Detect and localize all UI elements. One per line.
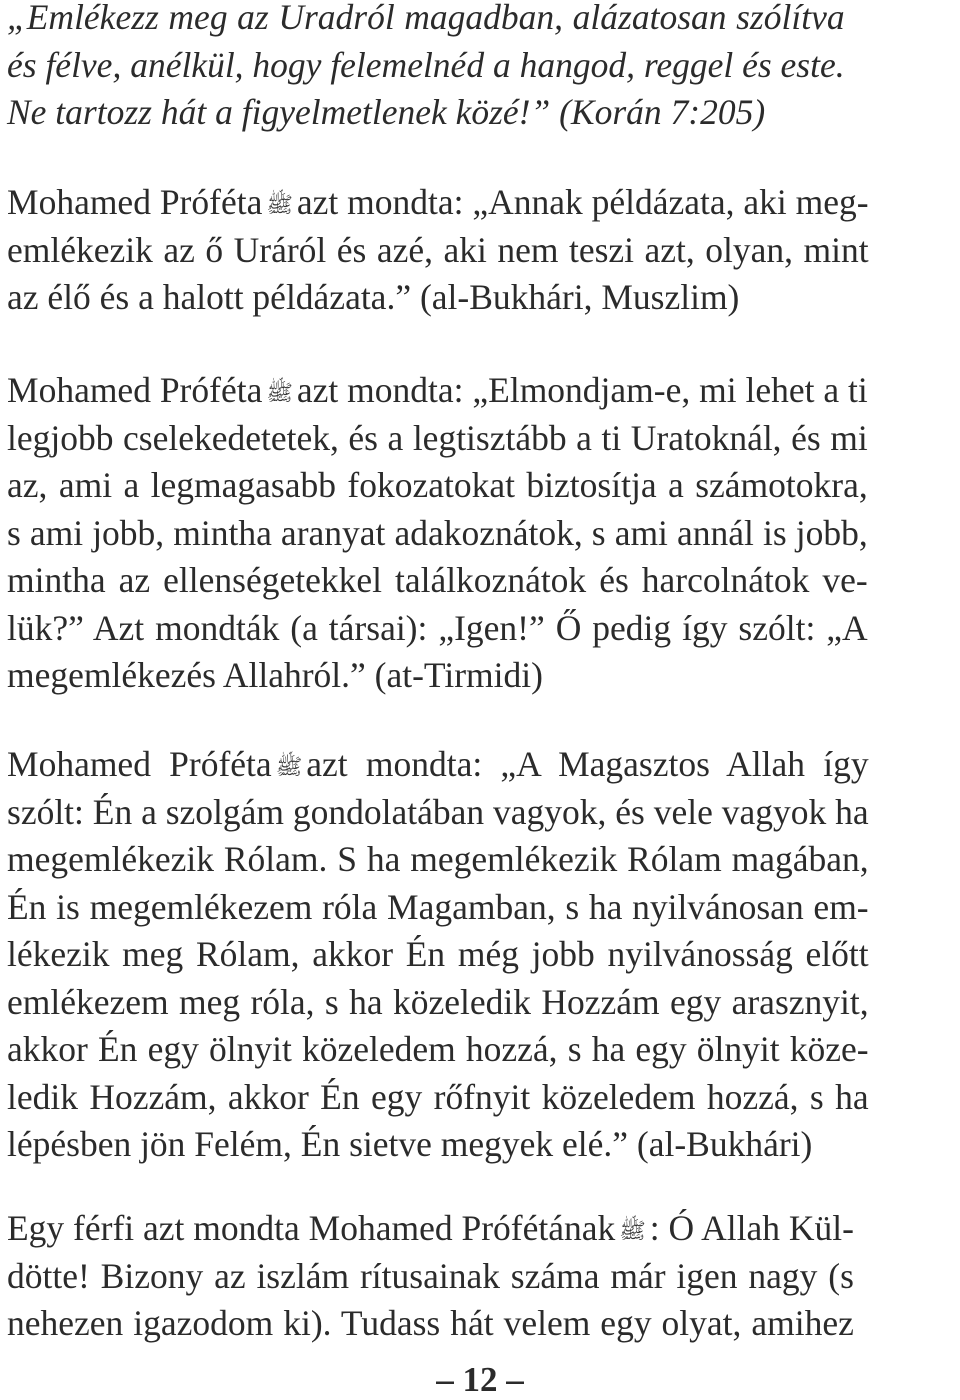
text-line: az, ami a legmagasabb fokozatokat biztosítja a számotokra, bbox=[7, 465, 868, 505]
line-start: Mohamed Próféta bbox=[7, 744, 272, 784]
page-number: – 12 – bbox=[436, 1360, 524, 1399]
text-line: megemlékezés Allahról.” (at-Tirmidi) bbox=[7, 655, 543, 695]
quote-text: Ne tartozz hát a figyelmetlenek közé!” (Korán 7:205) bbox=[7, 92, 766, 132]
line-end: azt mondta: „A Magasztos Allah így bbox=[306, 744, 869, 784]
hadith-paragraph-2 bbox=[7, 367, 868, 700]
pbuh-glyph-icon: ﷺ bbox=[275, 755, 303, 780]
text-line bbox=[7, 89, 845, 137]
text-line: lépésben jön Felém, Én sietve megyek elé.” (al-Bukhári) bbox=[7, 1124, 813, 1164]
line-end: : Ó Allah Kül- bbox=[649, 1208, 854, 1248]
text-line bbox=[7, 179, 869, 227]
line-end: azt mondta: „Annak példázata, aki meg- bbox=[296, 182, 869, 222]
text-line: ledik Hozzám, akkor Én egy rőfnyit közeledem hozzá, s ha bbox=[7, 1076, 869, 1117]
quran-quote bbox=[7, 0, 845, 137]
pbuh-glyph-icon: ﷺ bbox=[266, 381, 293, 406]
text-line: emlékezem meg róla, s ha közeledik Hozzám egy arasznyit, bbox=[7, 981, 869, 1022]
line-start: Mohamed Próféta bbox=[7, 182, 263, 222]
line-start: Mohamed Próféta bbox=[7, 370, 263, 410]
text-line: szólt: Én a szolgám gondolatában vagyok, és vele vagyok ha bbox=[7, 791, 869, 832]
text-line bbox=[7, 741, 869, 789]
text-line: legjobb cselekedetetek, és a legtisztább a ti Uratoknál, és mi bbox=[7, 417, 868, 458]
pbuh-glyph-icon: ﷺ bbox=[619, 1219, 646, 1244]
text-line: akkor Én egy ölnyit közeledem hozzá, s ha egy ölnyit köze- bbox=[7, 1029, 869, 1069]
text-line: nehezen igazodom ki). Tudass hát velem egy olyat, amihez bbox=[7, 1303, 854, 1343]
line-end: azt mondta: „Elmondjam-e, mi lehet a ti bbox=[296, 370, 868, 410]
text-line: „Emlékezz meg az Uradról magadban, alázatosan szólítva bbox=[7, 0, 845, 37]
hadith-paragraph-1 bbox=[7, 179, 869, 322]
text-line bbox=[7, 367, 868, 415]
line-start: Egy férfi azt mondta Mohamed Prófétának bbox=[7, 1208, 616, 1248]
hadith-paragraph-4 bbox=[7, 1205, 854, 1348]
text-line: mintha az ellenségetekkel találkoznátok és harcolnátok ve- bbox=[7, 560, 868, 600]
text-line: s ami jobb, mintha aranyat adakoznátok, s ami annál is jobb, bbox=[7, 512, 868, 553]
hadith-paragraph-3 bbox=[7, 741, 869, 1169]
text-line: megemlékezik Rólam. S ha megemlékezik Rólam magában, bbox=[7, 839, 869, 879]
text-line: emlékezik az ő Uráról és azé, aki nem teszi azt, olyan, mint bbox=[7, 229, 869, 270]
text-line: lük?” Azt mondták (a társai): „Igen!” Ő pedig így szólt: „A bbox=[7, 607, 868, 648]
text-line: Én is megemlékezem róla Magamban, s ha nyilvánosan em- bbox=[7, 886, 869, 927]
text-line: dötte! Bizony az iszlám rítusainak száma már igen nagy (s bbox=[7, 1255, 854, 1296]
text-line: lékezik meg Rólam, akkor Én még jobb nyilvánosság előtt bbox=[7, 934, 869, 974]
text-line: és félve, anélkül, hogy felemelnéd a hangod, reggel és este. bbox=[7, 44, 845, 85]
text-line bbox=[7, 1205, 854, 1253]
text-line: az élő és a halott példázata.” (al-Bukhári, Muszlim) bbox=[7, 277, 740, 317]
pbuh-glyph-icon: ﷺ bbox=[266, 193, 293, 218]
